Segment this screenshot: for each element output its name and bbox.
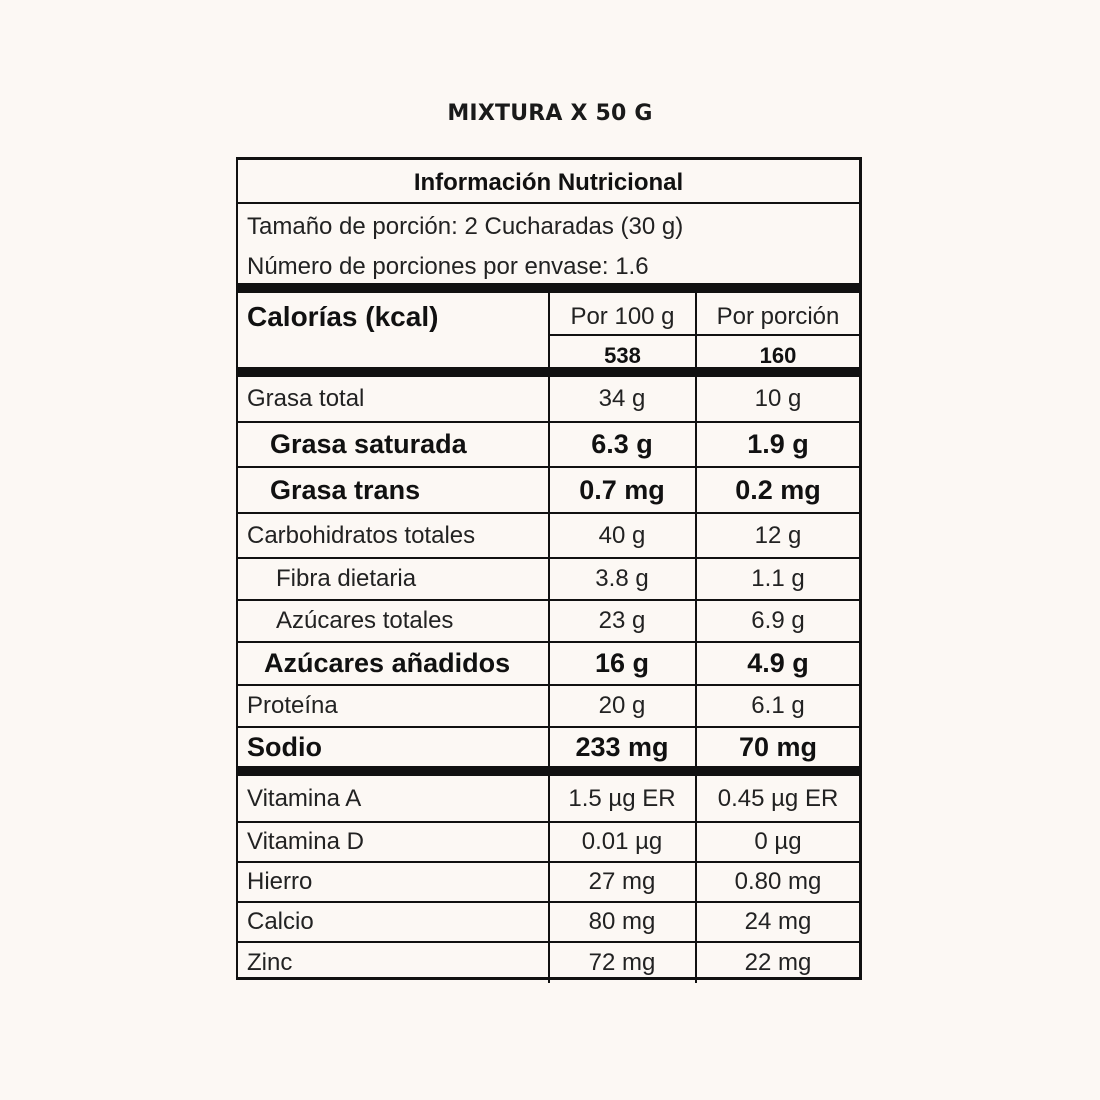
nutrition-facts-label bbox=[236, 157, 862, 980]
product-title: MIXTURA X 50 G bbox=[447, 101, 653, 126]
nutrient-name: Grasa saturada bbox=[270, 429, 467, 459]
micronutrient-row bbox=[238, 863, 859, 903]
label-header: Información Nutricional bbox=[238, 160, 859, 204]
micronutrient-per-100g: 27 mg bbox=[588, 868, 656, 895]
micronutrient-per-serving: 0 µg bbox=[754, 828, 802, 855]
micronutrients-table bbox=[238, 776, 859, 983]
nutrient-per-100g: 0.7 mg bbox=[579, 474, 665, 505]
nutrient-name: Proteína bbox=[247, 692, 338, 719]
nutrient-name: Grasa trans bbox=[270, 474, 421, 505]
nutrient-per-serving: 1.1 g bbox=[751, 565, 805, 592]
nutrient-row bbox=[238, 377, 859, 423]
nutrient-name: Azúcares totales bbox=[276, 607, 454, 634]
nutrient-per-100g: 233 mg bbox=[575, 731, 669, 762]
nutrient-per-serving: 70 mg bbox=[738, 731, 818, 762]
micronutrient-name: Vitamina A bbox=[247, 784, 362, 812]
thick-divider-sodium bbox=[238, 766, 859, 776]
micronutrient-row bbox=[238, 823, 859, 863]
serving-size: Tamaño de porción: 2 Cucharadas (30 g) bbox=[247, 213, 684, 240]
nutrient-per-serving: 12 g bbox=[754, 521, 802, 549]
serving-info bbox=[238, 204, 859, 283]
micronutrient-row bbox=[238, 776, 859, 823]
micronutrient-per-100g: 80 mg bbox=[588, 908, 656, 935]
micronutrient-name: Hierro bbox=[247, 868, 313, 895]
nutrient-row bbox=[238, 514, 859, 559]
nutrient-name: Carbohidratos totales bbox=[247, 521, 476, 549]
nutrient-row bbox=[238, 728, 859, 766]
nutrient-per-serving: 1.9 g bbox=[747, 429, 809, 459]
per-100g-column bbox=[550, 293, 695, 367]
nutrient-row bbox=[238, 643, 859, 686]
thick-divider-calories bbox=[238, 367, 859, 377]
nutrient-per-serving: 4.9 g bbox=[747, 648, 809, 678]
nutrient-per-100g: 3.8 g bbox=[595, 565, 649, 592]
nutrient-row bbox=[238, 686, 859, 728]
nutrient-row bbox=[238, 468, 859, 514]
nutrient-per-serving: 10 g bbox=[754, 385, 802, 412]
servings-per-container: Número de porciones por envase: 1.6 bbox=[247, 253, 649, 280]
per-serving-header: Por porción bbox=[697, 293, 859, 336]
nutrient-name: Azúcares añadidos bbox=[264, 648, 511, 678]
micronutrient-per-serving: 22 mg bbox=[744, 949, 812, 976]
nutrient-row bbox=[238, 601, 859, 643]
micronutrient-name: Calcio bbox=[247, 908, 314, 935]
micronutrient-name: Zinc bbox=[247, 949, 293, 976]
per-100g-header: Por 100 g bbox=[550, 293, 695, 336]
nutrients-table bbox=[238, 377, 859, 766]
micronutrient-per-100g: 1.5 µg ER bbox=[568, 784, 676, 812]
micronutrient-per-serving: 0.45 µg ER bbox=[717, 784, 839, 812]
micronutrient-name: Vitamina D bbox=[247, 828, 364, 855]
nutrient-per-100g: 20 g bbox=[598, 692, 646, 719]
nutrient-per-serving: 6.1 g bbox=[751, 692, 805, 719]
nutrient-per-100g: 34 g bbox=[598, 385, 646, 412]
micronutrient-per-100g: 72 mg bbox=[588, 949, 656, 976]
nutrient-per-100g: 6.3 g bbox=[591, 429, 653, 459]
nutrient-per-100g: 16 g bbox=[594, 648, 650, 678]
nutrient-per-100g: 23 g bbox=[598, 607, 646, 634]
per-serving-column bbox=[697, 293, 859, 367]
nutrient-name: Fibra dietaria bbox=[276, 565, 417, 592]
calories-per-100g: 538 bbox=[604, 343, 641, 367]
nutrient-row bbox=[238, 559, 859, 601]
micronutrient-per-serving: 0.80 mg bbox=[734, 868, 822, 895]
nutrient-per-100g: 40 g bbox=[598, 521, 646, 549]
nutrient-name: Sodio bbox=[247, 731, 322, 762]
micronutrient-per-serving: 24 mg bbox=[744, 908, 812, 935]
calories-per-serving: 160 bbox=[759, 343, 797, 367]
micronutrient-per-100g: 0.01 µg bbox=[581, 828, 663, 855]
micronutrient-row bbox=[238, 903, 859, 943]
micronutrient-row bbox=[238, 943, 859, 983]
calories-label: Calorías (kcal) bbox=[247, 301, 439, 332]
nutrient-per-serving: 0.2 mg bbox=[735, 474, 821, 505]
thick-divider-top bbox=[238, 283, 859, 293]
calories-row bbox=[238, 293, 859, 367]
nutrient-row bbox=[238, 423, 859, 468]
nutrient-name: Grasa total bbox=[247, 385, 365, 412]
nutrient-per-serving: 6.9 g bbox=[751, 607, 805, 634]
